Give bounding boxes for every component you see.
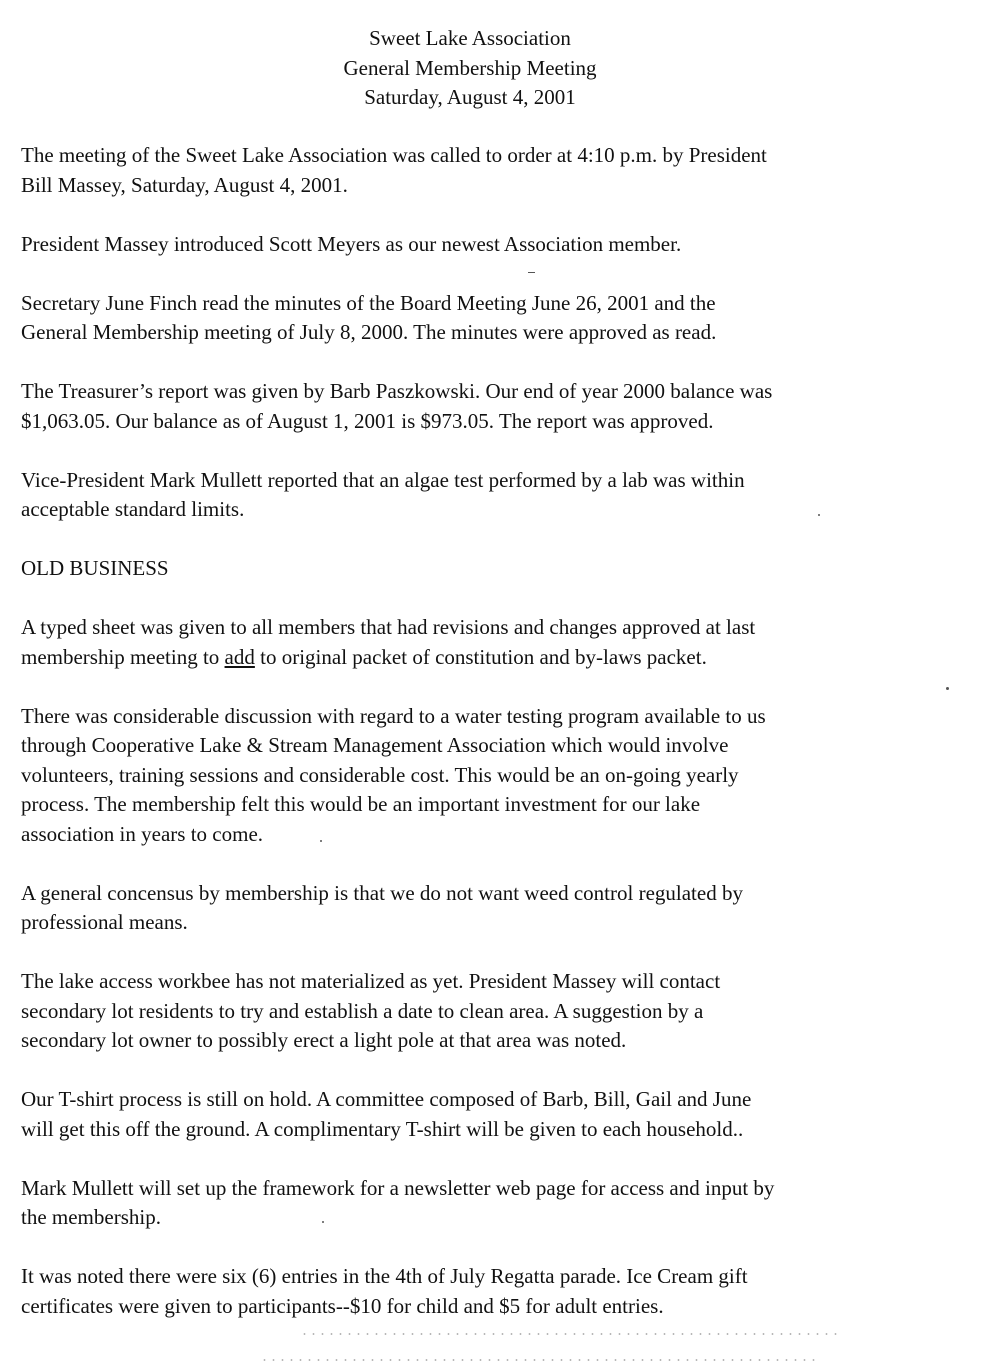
new-member-paragraph (21, 230, 951, 260)
paragraph-line: President Massey introduced Scott Meyers as our newest Association member. (21, 231, 682, 256)
scan-noise (260, 1359, 820, 1361)
scan-speck (946, 687, 949, 690)
paragraph-line: secondary lot owner to possibly erect a light pole at that area was noted. (21, 1028, 627, 1052)
weed-control-paragraph (21, 879, 951, 938)
paragraph-line: certificates were given to participants--$10 for child and $5 for adult entries. (21, 1293, 664, 1318)
paragraph-line: the membership. (21, 1205, 161, 1229)
tshirt-paragraph (21, 1085, 951, 1144)
paragraph-line (21, 643, 951, 673)
paragraph-line: A general concensus by membership is that we do not want weed control regulated by (21, 880, 743, 905)
paragraph-line: General Membership meeting of July 8, 2000. The minutes were approved as read. (21, 320, 717, 344)
line-end: to original packet of constitution and by-laws packet. (254, 644, 707, 669)
scan-speck (528, 272, 535, 273)
paragraph-line: The lake access workbee has not materialized as yet. President Massey will contact (21, 969, 721, 993)
document-header (0, 24, 940, 113)
paragraph-line: The meeting of the Sweet Lake Association was called to order at 4:10 p.m. by President (21, 143, 767, 167)
paragraph-line: Vice-President Mark Mullett reported that an algae test performed by a lab was within (21, 467, 745, 492)
paragraph-line: will get this off the ground. A complimentary T-shirt will be given to each household.. (21, 1116, 744, 1141)
paragraph-line: secondary lot residents to try and establish a date to clean area. A suggestion by a (21, 998, 704, 1023)
paragraph-line: Bill Massey, Saturday, August 4, 2001. (21, 172, 348, 197)
typed-sheet-paragraph (21, 613, 951, 672)
paragraph-line: Our T-shirt process is still on hold. A committee composed of Barb, Bill, Gail and June (21, 1087, 752, 1111)
meeting-title: General Membership Meeting (343, 55, 597, 80)
paragraph-line: volunteers, training sessions and considerable cost. This would be an on-going yearly (21, 762, 739, 787)
underlined-word: add (224, 644, 255, 669)
paragraph-line: It was noted there were six (6) entries in the 4th of July Regatta parade. Ice Cream gift (21, 1264, 748, 1288)
section-heading: OLD BUSINESS (21, 556, 169, 580)
paragraph-line: A typed sheet was given to all members that had revisions and changes approved at last (21, 615, 756, 639)
paragraph-line: process. The membership felt this would be an important investment for our lake (21, 792, 701, 816)
old-business-heading (21, 554, 951, 584)
lake-access-paragraph (21, 967, 951, 1056)
paragraph-line: Mark Mullett will set up the framework for a newsletter web page for access and input by (21, 1175, 775, 1200)
secretary-report-paragraph (21, 289, 951, 348)
paragraph-line: Secretary June Finch read the minutes of the Board Meeting June 26, 2001 and the (21, 290, 716, 315)
paragraph-line: association in years to come. (21, 821, 264, 846)
paragraph-line: The Treasurer’s report was given by Barb Paszkowski. Our end of year 2000 balance was (21, 379, 773, 403)
treasurer-report-paragraph (21, 377, 951, 436)
newsletter-paragraph (21, 1174, 951, 1233)
scan-speck (818, 514, 820, 516)
call-to-order-paragraph (21, 141, 951, 200)
scan-speck (320, 840, 322, 842)
paragraph-line: professional means. (21, 910, 188, 934)
water-testing-paragraph (21, 702, 951, 850)
scan-speck (322, 1221, 324, 1223)
minutes-body (21, 141, 951, 1351)
paragraph-line: There was considerable discussion with regard to a water testing program available to us (21, 703, 766, 728)
meeting-date: Saturday, August 4, 2001 (364, 85, 576, 109)
organization-name: Sweet Lake Association (369, 26, 571, 50)
paragraph-line: through Cooperative Lake & Stream Management Association which would involve (21, 733, 729, 757)
paragraph-line: $1,063.05. Our balance as of August 1, 2001 is $973.05. The report was approved. (21, 408, 714, 433)
algae-test-paragraph (21, 466, 951, 525)
line-start: membership meeting to (21, 644, 225, 669)
paragraph-line: acceptable standard limits. (21, 497, 245, 521)
scan-noise (300, 1333, 840, 1335)
regatta-paragraph (21, 1262, 951, 1321)
